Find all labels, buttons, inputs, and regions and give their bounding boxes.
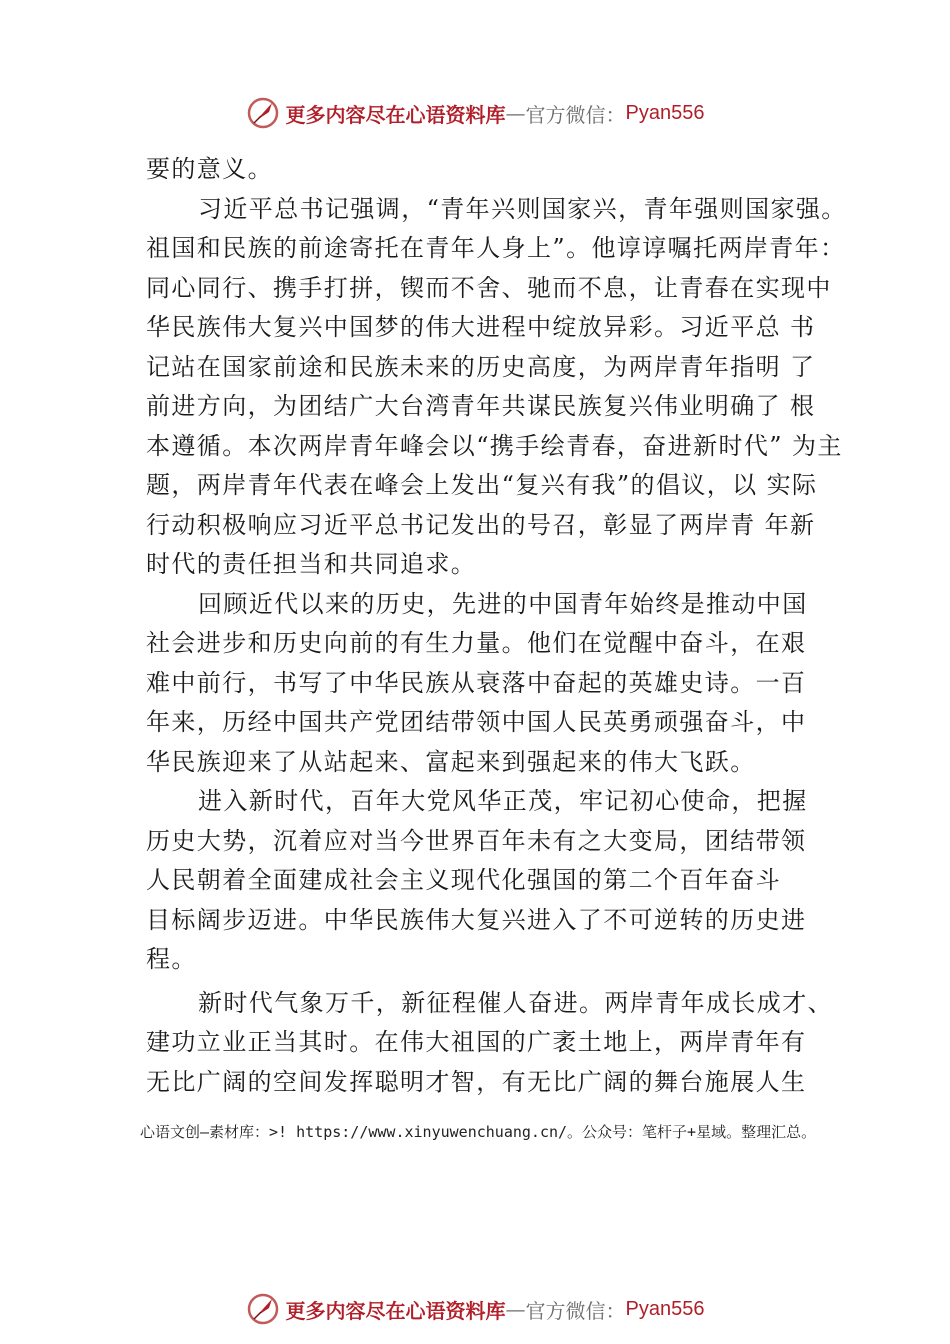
text-line: 回顾近代以来的历史，先进的中国青年始终是推动中国 [198, 589, 808, 618]
quill-logo-icon [246, 96, 280, 130]
text-line: 要的意义。 [146, 155, 273, 183]
text-line: 行动积极响应习近平总书记发出的号召，彰显了两岸青 年新 [146, 510, 816, 539]
header-dash: — [505, 101, 526, 125]
text-line: 人民朝着全面建成社会主义现代化强国的第二个百年奋斗 [146, 866, 781, 894]
text-line: 程。 [146, 945, 197, 973]
header-brand-text: 更多内容尽在心语资料库 [285, 102, 506, 127]
text-line: 祖国和民族的前途寄托在青年人身上”。他谆谆嘱托两岸青年： [146, 234, 846, 262]
text-line: 建功立业正当其时。在伟大祖国的广袤土地上，两岸青年有 [146, 1028, 807, 1056]
text-line: 年来，历经中国共产党团结带领中国人民英勇顽强奋斗，中 [146, 708, 807, 736]
paragraph-continuation [146, 150, 836, 190]
text-line: 新时代气象万千，新征程催人奋进。两岸青年成长成才、 [198, 988, 833, 1017]
header-wechat-id: Pyan556 [625, 101, 705, 124]
text-line: 本遵循。本次两岸青年峰会以“携手绘青春，奋进新时代” 为主 [146, 431, 843, 460]
text-line: 目标阔步迈进。中华民族伟大复兴进入了不可逆转的历史进 [146, 905, 807, 934]
paragraph-new-era [146, 782, 836, 980]
document-body [146, 150, 847, 1102]
text-line: 进入新时代，百年大党风华正茂，牢记初心使命，把握 [198, 787, 808, 815]
text-line: 历史大势，沉着应对当今世界百年未有之大变局，团结带领 [146, 826, 807, 855]
paragraph-history [146, 585, 836, 783]
header-official-label: 官方微信： [525, 1298, 626, 1323]
header-wechat-id: Pyan556 [625, 1297, 705, 1320]
bottom-header-banner [0, 1292, 950, 1326]
text-line: 时代的责任担当和共同追求。 [146, 550, 477, 578]
text-line: 记站在国家前途和民族未来的历史高度，为两岸青年指明 了 [146, 352, 816, 381]
quill-logo-icon [246, 1292, 280, 1326]
paragraph-new-journey [146, 984, 836, 1103]
header-brand-text: 更多内容尽在心语资料库 [285, 1298, 506, 1323]
paragraph-xi-quote [146, 190, 847, 585]
text-line: 题，两岸青年代表在峰会上发出“复兴有我”的倡议，以 实际 [146, 471, 818, 499]
text-line: 华民族伟大复兴中国梦的伟大进程中绽放异彩。习近平总 书 [146, 313, 816, 341]
text-line: 前进方向，为团结广大台湾青年共谋民族复兴伟业明确了 根 [146, 392, 816, 420]
text-line: 同心同行、携手打拼，锲而不舍、驰而不息，让青春在实现中 [146, 273, 832, 302]
text-line: 难中前行，书写了中华民族从衰落中奋起的英雄史诗。一百 [146, 668, 807, 697]
footer-source-note: 心语文创—素材库：>! https://www.xinyuwenchuang.cn/。公众号：笔杆子+星域。整理汇总。 [140, 1123, 817, 1141]
text-line: 习近平总书记强调，“青年兴则国家兴，青年强则国家强。 [198, 194, 847, 223]
header-dash: — [505, 1297, 526, 1321]
text-line: 无比广阔的空间发挥聪明才智，有无比广阔的舞台施展人生 [146, 1067, 807, 1096]
text-line: 社会进步和历史向前的有生力量。他们在觉醒中奋斗，在艰 [146, 629, 807, 657]
text-line: 华民族迎来了从站起来、富起来到强起来的伟大飞跃。 [146, 747, 756, 776]
header-official-label: 官方微信： [525, 102, 626, 127]
top-header-banner [0, 96, 950, 130]
